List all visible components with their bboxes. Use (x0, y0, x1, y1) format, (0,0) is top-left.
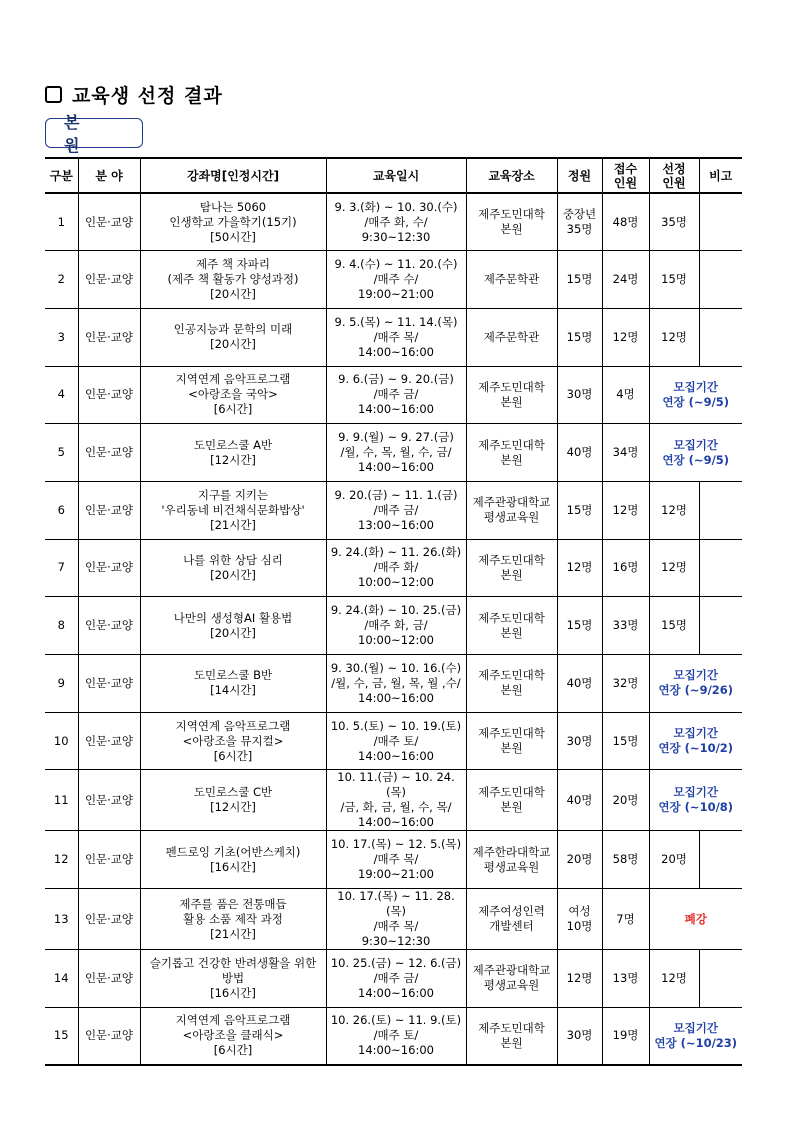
table-row (45, 831, 742, 889)
cell-quota: 40명 (557, 770, 602, 831)
cell-field: 인문·교양 (78, 539, 140, 597)
cell-applied: 32명 (602, 655, 649, 713)
header-applied: 접수 인원 (602, 158, 649, 193)
cell-place: 제주관광대학교 평생교육원 (466, 481, 557, 539)
table-row (45, 193, 742, 251)
cell-field: 인문·교양 (78, 655, 140, 713)
header-no: 구분 (45, 158, 78, 193)
cell-course: 지역연계 음악프로그램 <아랑조을 뮤지컬> [6시간] (140, 712, 326, 770)
header-selected: 선정 인원 (649, 158, 699, 193)
header-quota: 정원 (557, 158, 602, 193)
cell-field: 인문·교양 (78, 597, 140, 655)
cell-no: 2 (45, 251, 78, 309)
cell-place: 제주여성인력 개발센터 (466, 889, 557, 950)
table-row (45, 1007, 742, 1065)
cell-course: 지역연계 음악프로그램 <아랑조을 국악> [6시간] (140, 366, 326, 424)
selection-results-table (45, 157, 742, 1066)
table-row (45, 950, 742, 1008)
cell-status: 모집기간 연장 (~9/5) (649, 424, 742, 482)
cell-no: 4 (45, 366, 78, 424)
page-title: 교육생 선정 결과 (72, 84, 223, 107)
cell-schedule: 9. 5.(목) ~ 11. 14.(목) /매주 목/ 14:00~16:00 (326, 308, 466, 366)
table-row (45, 539, 742, 597)
table-row (45, 308, 742, 366)
cell-applied: 48명 (602, 193, 649, 251)
cell-quota: 15명 (557, 481, 602, 539)
cell-schedule: 10. 17.(목) ~ 11. 28.(목) /매주 목/ 9:30~12:30 (326, 889, 466, 950)
cell-quota: 15명 (557, 308, 602, 366)
cell-field: 인문·교양 (78, 193, 140, 251)
cell-field: 인문·교양 (78, 1007, 140, 1065)
cell-schedule: 9. 24.(화) ~ 10. 25.(금) /매주 화, 금/ 10:00~12:00 (326, 597, 466, 655)
cell-field: 인문·교양 (78, 481, 140, 539)
cell-schedule: 10. 17.(목) ~ 12. 5.(목) /매주 목/ 19:00~21:00 (326, 831, 466, 889)
cell-course: 나만의 생성형AI 활용법 [20시간] (140, 597, 326, 655)
cell-no: 8 (45, 597, 78, 655)
cell-applied: 15명 (602, 712, 649, 770)
cell-course: 나를 위한 상담 심리 [20시간] (140, 539, 326, 597)
cell-quota: 여성 10명 (557, 889, 602, 950)
cell-no: 6 (45, 481, 78, 539)
cell-note (699, 597, 742, 655)
cell-course: 도민로스쿨 B반 [14시간] (140, 655, 326, 713)
cell-quota: 30명 (557, 712, 602, 770)
cell-no: 10 (45, 712, 78, 770)
cell-no: 5 (45, 424, 78, 482)
cell-field: 인문·교양 (78, 251, 140, 309)
cell-place: 제주도민대학 본원 (466, 424, 557, 482)
cell-place: 제주도민대학 본원 (466, 539, 557, 597)
header-note: 비고 (699, 158, 742, 193)
header-schedule: 교육일시 (326, 158, 466, 193)
table-row (45, 424, 742, 482)
cell-selected: 12명 (649, 308, 699, 366)
cell-schedule: 10. 5.(토) ~ 10. 19.(토) /매주 토/ 14:00~16:00 (326, 712, 466, 770)
cell-note (699, 308, 742, 366)
cell-schedule: 9. 3.(화) ~ 10. 30.(수) /매주 화, 수/ 9:30~12:30 (326, 193, 466, 251)
cell-selected: 35명 (649, 193, 699, 251)
table-row (45, 889, 742, 950)
cell-field: 인문·교양 (78, 712, 140, 770)
cell-field: 인문·교양 (78, 424, 140, 482)
cell-schedule: 9. 4.(수) ~ 11. 20.(수) /매주 수/ 19:00~21:00 (326, 251, 466, 309)
cell-quota: 40명 (557, 424, 602, 482)
cell-applied: 33명 (602, 597, 649, 655)
cell-field: 인문·교양 (78, 366, 140, 424)
cell-applied: 19명 (602, 1007, 649, 1065)
cell-quota: 중장년 35명 (557, 193, 602, 251)
cell-note (699, 539, 742, 597)
cell-place: 제주도민대학 본원 (466, 712, 557, 770)
cell-schedule: 9. 9.(월) ~ 9. 27.(금) /월, 수, 목, 월, 수, 금/ 14:00~16:00 (326, 424, 466, 482)
cell-quota: 12명 (557, 950, 602, 1008)
cell-field: 인문·교양 (78, 831, 140, 889)
cell-selected: 20명 (649, 831, 699, 889)
cell-quota: 12명 (557, 539, 602, 597)
cell-applied: 20명 (602, 770, 649, 831)
cell-field: 인문·교양 (78, 950, 140, 1008)
cell-place: 제주도민대학 본원 (466, 655, 557, 713)
cell-applied: 58명 (602, 831, 649, 889)
cell-quota: 20명 (557, 831, 602, 889)
cell-schedule: 9. 20.(금) ~ 11. 1.(금) /매주 금/ 13:00~16:00 (326, 481, 466, 539)
cell-no: 15 (45, 1007, 78, 1065)
section-badge: 본 원 (45, 118, 143, 148)
cell-applied: 16명 (602, 539, 649, 597)
cell-no: 1 (45, 193, 78, 251)
cell-status: 모집기간 연장 (~10/2) (649, 712, 742, 770)
cell-note (699, 251, 742, 309)
cell-course: 펜드로잉 기초(어반스케치) [16시간] (140, 831, 326, 889)
cell-selected: 15명 (649, 251, 699, 309)
cell-status: 모집기간 연장 (~10/23) (649, 1007, 742, 1065)
table-row (45, 770, 742, 831)
cell-applied: 12명 (602, 308, 649, 366)
cell-course: 지역연계 음악프로그램 <아랑조을 클래식> [6시간] (140, 1007, 326, 1065)
table-row (45, 597, 742, 655)
cell-schedule: 9. 24.(화) ~ 11. 26.(화) /매주 화/ 10:00~12:00 (326, 539, 466, 597)
section-heading (45, 82, 223, 106)
cell-applied: 34명 (602, 424, 649, 482)
cell-course: 탐나는 5060 인생학교 가을학기(15기) [50시간] (140, 193, 326, 251)
table-row (45, 712, 742, 770)
cell-no: 13 (45, 889, 78, 950)
cell-note (699, 831, 742, 889)
table-row (45, 251, 742, 309)
cell-place: 제주도민대학 본원 (466, 366, 557, 424)
cell-selected: 12명 (649, 539, 699, 597)
table-header-row (45, 158, 742, 193)
cell-status: 폐강 (649, 889, 742, 950)
cell-schedule: 10. 25.(금) ~ 12. 6.(금) /매주 금/ 14:00~16:00 (326, 950, 466, 1008)
cell-quota: 40명 (557, 655, 602, 713)
cell-course: 제주를 품은 전통매듭 활용 소품 제작 과정 [21시간] (140, 889, 326, 950)
cell-status: 모집기간 연장 (~9/5) (649, 366, 742, 424)
table-row (45, 481, 742, 539)
cell-note (699, 193, 742, 251)
cell-place: 제주문학관 (466, 308, 557, 366)
header-place: 교육장소 (466, 158, 557, 193)
cell-applied: 24명 (602, 251, 649, 309)
cell-selected: 12명 (649, 481, 699, 539)
cell-place: 제주문학관 (466, 251, 557, 309)
cell-schedule: 9. 30.(월) ~ 10. 16.(수) /월, 수, 금, 월, 목, 월 ,수/ 14:00~16:00 (326, 655, 466, 713)
cell-course: 도민로스쿨 A반 [12시간] (140, 424, 326, 482)
cell-quota: 15명 (557, 597, 602, 655)
cell-field: 인문·교양 (78, 770, 140, 831)
cell-note (699, 481, 742, 539)
table-row (45, 366, 742, 424)
cell-no: 3 (45, 308, 78, 366)
cell-course: 도민로스쿨 C반 [12시간] (140, 770, 326, 831)
header-field: 분 야 (78, 158, 140, 193)
cell-course: 슬기롭고 건강한 반려생활을 위한 방법 [16시간] (140, 950, 326, 1008)
header-course: 강좌명[인정시간] (140, 158, 326, 193)
cell-applied: 7명 (602, 889, 649, 950)
cell-quota: 30명 (557, 1007, 602, 1065)
cell-no: 14 (45, 950, 78, 1008)
cell-course: 제주 책 자파리 (제주 책 활동가 양성과정) [20시간] (140, 251, 326, 309)
cell-note (699, 950, 742, 1008)
cell-status: 모집기간 연장 (~10/8) (649, 770, 742, 831)
cell-no: 11 (45, 770, 78, 831)
cell-field: 인문·교양 (78, 889, 140, 950)
cell-place: 제주한라대학교 평생교육원 (466, 831, 557, 889)
cell-quota: 30명 (557, 366, 602, 424)
table-row (45, 655, 742, 713)
cell-field: 인문·교양 (78, 308, 140, 366)
checkbox-icon (45, 86, 62, 103)
cell-selected: 12명 (649, 950, 699, 1008)
cell-schedule: 10. 11.(금) ~ 10. 24.(목) /금, 화, 금, 월, 수, 목/ 14:00~16:00 (326, 770, 466, 831)
cell-applied: 4명 (602, 366, 649, 424)
cell-course: 인공지능과 문학의 미래 [20시간] (140, 308, 326, 366)
cell-no: 12 (45, 831, 78, 889)
cell-no: 9 (45, 655, 78, 713)
cell-quota: 15명 (557, 251, 602, 309)
cell-status: 모집기간 연장 (~9/26) (649, 655, 742, 713)
cell-applied: 12명 (602, 481, 649, 539)
cell-place: 제주도민대학 본원 (466, 1007, 557, 1065)
cell-no: 7 (45, 539, 78, 597)
cell-place: 제주관광대학교 평생교육원 (466, 950, 557, 1008)
cell-schedule: 9. 6.(금) ~ 9. 20.(금) /매주 금/ 14:00~16:00 (326, 366, 466, 424)
cell-course: 지구를 지키는 '우리동네 비건채식문화밥상' [21시간] (140, 481, 326, 539)
cell-place: 제주도민대학 본원 (466, 193, 557, 251)
cell-selected: 15명 (649, 597, 699, 655)
cell-schedule: 10. 26.(토) ~ 11. 9.(토) /매주 토/ 14:00~16:00 (326, 1007, 466, 1065)
cell-place: 제주도민대학 본원 (466, 597, 557, 655)
cell-place: 제주도민대학 본원 (466, 770, 557, 831)
cell-applied: 13명 (602, 950, 649, 1008)
